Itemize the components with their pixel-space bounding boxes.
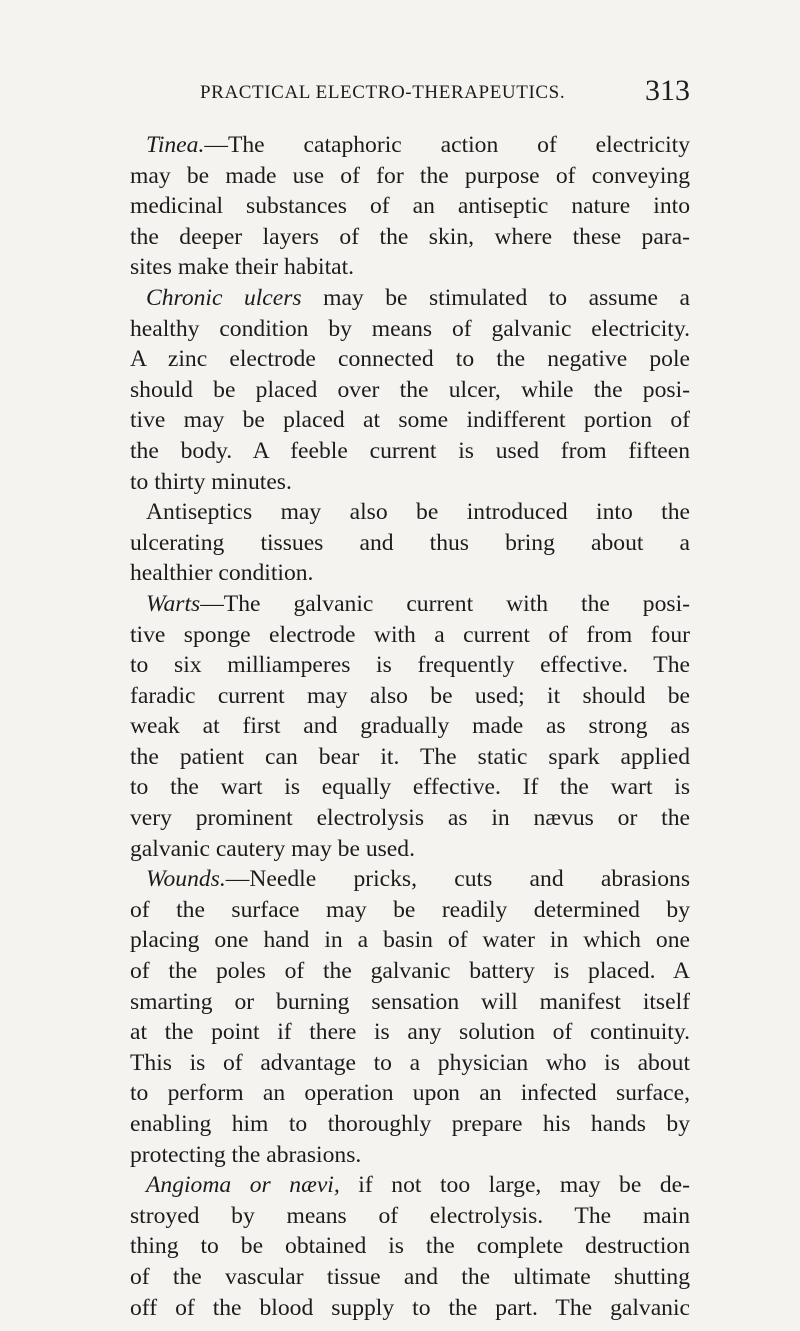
line-text: the patient can bear it. The static spark applied (130, 743, 690, 770)
paragraph (130, 589, 690, 864)
line-text: A zinc electrode connected to the negative pole (130, 346, 690, 373)
text-line (130, 589, 690, 620)
line-text: tive may be placed at some indifferent portion of (130, 407, 690, 434)
text-line (130, 650, 690, 681)
paragraph (130, 497, 690, 589)
text-line (130, 864, 690, 895)
text-line (130, 1078, 690, 1109)
line-text: to perform an operation upon an infected surface, (130, 1080, 690, 1107)
line-text: off of the blood supply to the part. The galvanic (130, 1294, 690, 1321)
paragraph-term: Tinea. (146, 132, 205, 158)
line-text: of the poles of the galvanic battery is placed. A (130, 958, 690, 985)
text-line (130, 528, 690, 559)
line-text: smarting or burning sensation will manifest itself (130, 988, 690, 1015)
line-text: the body. A feeble current is used from fifteen (130, 437, 690, 464)
line-text: may be made use of for the purpose of conveying (130, 162, 690, 189)
line-text: faradic current may also be used; it should be (130, 682, 690, 709)
line-text: to thirty minutes. (130, 468, 292, 495)
text-line (130, 742, 690, 773)
running-head-title: PRACTICAL ELECTRO-THERAPEUTICS. (200, 82, 566, 103)
text-line (130, 895, 690, 926)
text-line (130, 405, 690, 436)
line-text: healthier condition. (130, 560, 314, 587)
text-line (130, 1140, 690, 1171)
line-text: protecting the abrasions. (130, 1141, 362, 1168)
text-line (130, 344, 690, 375)
line-text: may be stimulated to assume a (301, 284, 690, 311)
text-line (130, 681, 690, 712)
line-text: enabling him to thoroughly prepare his hands by (130, 1111, 690, 1137)
text-line (130, 1048, 690, 1079)
text-line (130, 222, 690, 253)
line-text: ulcerating tissues and thus bring about a (130, 529, 690, 556)
line-text: galvanic cautery may be used. (130, 835, 415, 862)
line-text: to six milliamperes is frequently effective. The (130, 652, 690, 679)
line-text: medicinal substances of an antiseptic nature into (130, 193, 690, 220)
paragraph (130, 130, 690, 283)
line-text: the deeper layers of the skin, where these para- (130, 223, 690, 250)
line-text: thing to be obtained is the complete destruction (130, 1233, 690, 1260)
paragraph-term: Angioma or nævi, (146, 1172, 340, 1199)
text-line (130, 620, 690, 651)
text-line (130, 987, 690, 1018)
line-text: —The galvanic current with the posi- (200, 590, 690, 617)
text-line (130, 1109, 690, 1140)
text-line (130, 161, 690, 192)
text-line (130, 436, 690, 467)
line-text: —Needle pricks, cuts and abrasions (225, 866, 690, 893)
body-text (130, 130, 690, 1323)
paragraph (130, 864, 690, 1170)
line-text: —The cataphoric action of electricity (204, 132, 690, 158)
paragraph (130, 283, 690, 497)
text-line (130, 130, 690, 161)
line-text: at the point if there is any solution of continuity. (130, 1019, 690, 1046)
text-line (130, 956, 690, 987)
text-line (130, 314, 690, 345)
line-text: This is of advantage to a physician who is about (130, 1049, 690, 1076)
line-text: stroyed by means of electrolysis. The main (130, 1202, 690, 1229)
page-number: 313 (645, 74, 690, 107)
line-text: should be placed over the ulcer, while the posi- (130, 376, 690, 403)
text-line (130, 925, 690, 956)
text-line (130, 1170, 690, 1201)
text-line (130, 1293, 690, 1324)
line-text: of the surface may be readily determined by (130, 896, 690, 923)
paragraph-term: Chronic ulcers (146, 284, 302, 311)
text-line (130, 711, 690, 742)
text-line (130, 558, 690, 589)
text-line (130, 497, 690, 528)
text-line (130, 1231, 690, 1262)
line-text: to the wart is equally effective. If the wart is (130, 774, 690, 801)
line-text: if not too large, may be de- (339, 1172, 690, 1199)
text-line (130, 1262, 690, 1293)
text-line (130, 1201, 690, 1232)
text-line (130, 191, 690, 222)
line-text: very prominent electrolysis as in nævus or the (130, 805, 690, 832)
text-line (130, 375, 690, 406)
text-line (130, 283, 690, 314)
paragraph-term: Warts (146, 590, 201, 617)
line-text: Antiseptics may also be introduced into the (146, 499, 690, 526)
paragraph (130, 1170, 690, 1323)
line-text: weak at first and gradually made as strong as (130, 713, 690, 740)
line-text: healthy condition by means of galvanic electricity. (130, 315, 690, 342)
text-line (130, 1017, 690, 1048)
text-line (130, 803, 690, 834)
line-text: placing one hand in a basin of water in which one (130, 927, 690, 954)
line-text: sites make their habitat. (130, 254, 355, 281)
text-line (130, 252, 690, 283)
text-line (130, 467, 690, 498)
paragraph-term: Wounds. (146, 866, 226, 893)
line-text: of the vascular tissue and the ultimate shutting (130, 1263, 690, 1290)
running-head (200, 74, 690, 118)
text-line (130, 834, 690, 865)
text-line (130, 772, 690, 803)
line-text: tive sponge electrode with a current of from four (130, 621, 690, 648)
